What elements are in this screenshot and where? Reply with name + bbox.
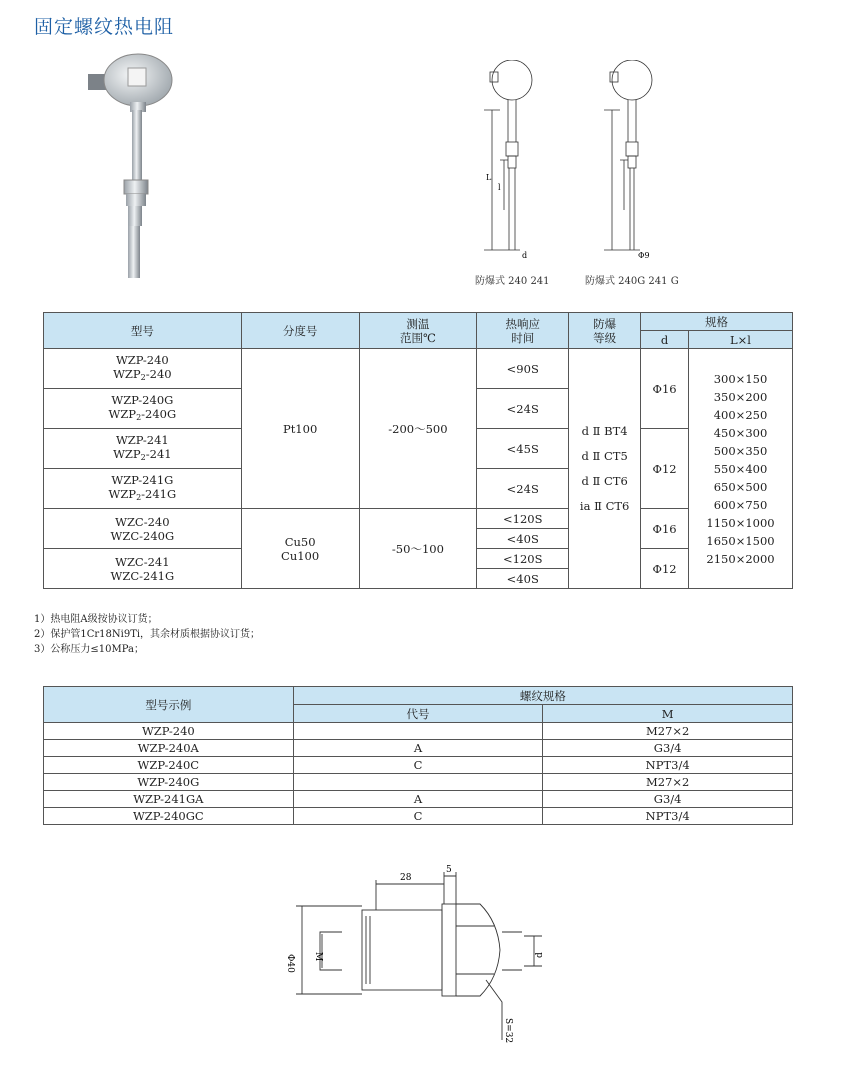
dimension-sketches [470,60,700,265]
example-cell: WZP-240GC [44,808,294,825]
header-range: 测温 范围℃ [359,313,477,349]
graduation-cu: Cu50 Cu100 [241,509,359,589]
code-cell [293,723,543,740]
lxl-list: 300×150 350×200 400×250 450×300 500×350 550×400 650×500 600×750 1150×1000 1650×1500 2150×2000 [689,349,793,589]
example-cell: WZP-240 [44,723,294,740]
header-code: 代号 [293,705,543,723]
model-cell: WZP-241G $WZP_2-241G$ [44,469,242,509]
response-cell: <90S [477,349,569,389]
model-cell: WZC-241 WZC-241G [44,549,242,589]
model-cell: WZP-240G $WZP_2-240G$ [44,389,242,429]
note-item: 3）公称压力≤10MPa； [34,644,144,655]
example-cell: WZP-240G [44,774,294,791]
explosion-grade: d Ⅱ BT4 d Ⅱ CT5 d Ⅱ CT6 ia Ⅱ CT6 [569,349,641,589]
response-cell: <120S [477,509,569,529]
header-lxl: L×l [689,331,793,349]
header-thread: 螺纹规格 [293,687,792,705]
dim-d-label: d [522,251,528,260]
header-example: 型号示例 [44,687,294,723]
code-cell: C [293,808,543,825]
page-title: 固定螺纹热电阻 [34,16,175,38]
m-cell: G3/4 [543,791,793,808]
dim-phi9-label: Φ9 [638,251,650,260]
model-cell: WZC-240 WZC-240G [44,509,242,549]
example-cell: WZP-241GA [44,791,294,808]
caption-left-sketch: 防爆式 240 241 [475,276,550,287]
header-response: 热响应 时间 [477,313,569,349]
range-cu: -50～100 [359,509,477,589]
code-cell: A [293,740,543,757]
dim-5: 5 [446,865,452,875]
model-cell: WZP-241 $WZP_2-241$ [44,429,242,469]
dim-S: S=32 [503,1018,513,1044]
model-cell: WZP-240 $WZP_2-240$ [44,349,242,389]
d-cell: Φ12 [641,429,689,509]
d-cell: Φ16 [641,509,689,549]
header-explosion: 防爆 等级 [569,313,641,349]
m-cell: M27×2 [543,774,793,791]
response-cell: <45S [477,429,569,469]
example-cell: WZP-240A [44,740,294,757]
range-pt: -200～500 [359,349,477,509]
product-photo [80,50,180,290]
fitting-drawing [280,862,570,1052]
response-cell: <24S [477,389,569,429]
d-cell: Φ16 [641,349,689,429]
header-model: 型号 [44,313,242,349]
response-cell: <120S [477,549,569,569]
dim-l-label: l [498,183,501,192]
note-item: 1）热电阻A级按协议订货； [34,614,158,625]
response-cell: <40S [477,529,569,549]
header-spec: 规格 [641,313,793,331]
notes [34,612,260,657]
dim-L-label: L [486,173,492,182]
header-graduation: 分度号 [241,313,359,349]
m-cell: M27×2 [543,723,793,740]
m-cell: G3/4 [543,740,793,757]
response-cell: <40S [477,569,569,589]
dim-M: M [313,952,323,962]
dim-phi40: Φ40 [285,954,295,973]
spec-table [43,312,793,589]
header-m: M [543,705,793,723]
code-cell: C [293,757,543,774]
dim-28: 28 [400,873,412,883]
header-d: d [641,331,689,349]
code-cell [293,774,543,791]
dim-d: d [535,952,545,958]
caption-right-sketch: 防爆式 240G 241 G [585,276,679,287]
note-item: 2）保护管1Cr18Ni9Ti，其余材质根据协议订货； [34,629,261,640]
response-cell: <24S [477,469,569,509]
graduation-pt: Pt100 [241,349,359,509]
d-cell: Φ12 [641,549,689,589]
code-cell: A [293,791,543,808]
thread-table [43,686,793,825]
m-cell: NPT3/4 [543,808,793,825]
example-cell: WZP-240C [44,757,294,774]
m-cell: NPT3/4 [543,757,793,774]
